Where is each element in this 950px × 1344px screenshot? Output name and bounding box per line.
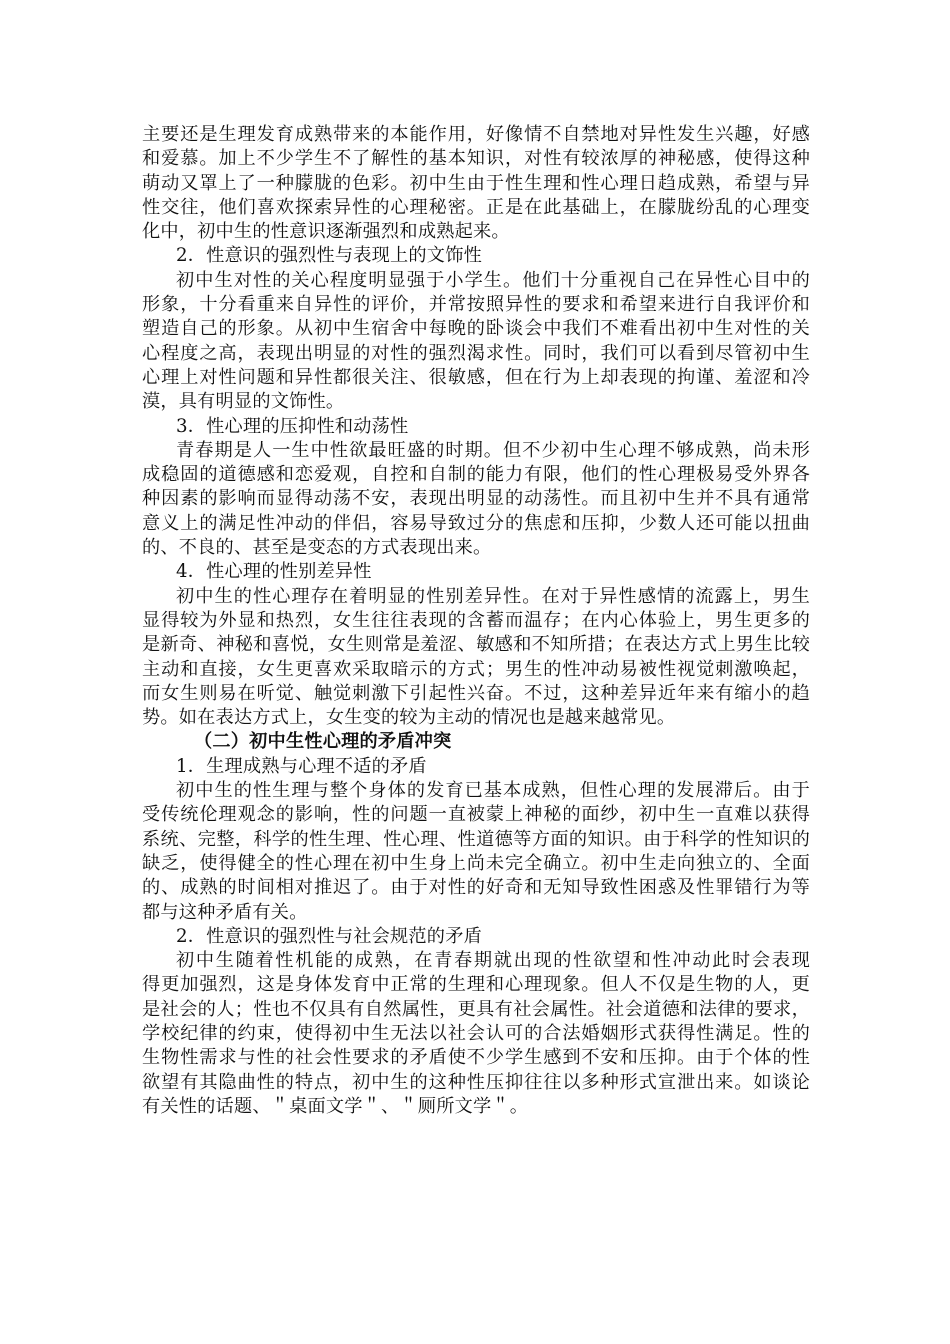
paragraph-line: 青春期是人一生中性欲最旺盛的时期。但不少初中生心理不够成熟，尚未形 — [176, 439, 810, 461]
paragraph-line: 势。如在表达方式上，女生变的较为主动的情况也是越来越常见。 — [142, 707, 676, 729]
paragraph-line: 种因素的影响而显得动荡不安，表现出明显的动荡性。而且初中生并不具有通常 — [142, 488, 810, 510]
paragraph-line: 受传统伦理观念的影响，性的问题一直被蒙上神秘的面纱，初中生一直难以获得 — [142, 804, 810, 826]
subheading — [142, 925, 810, 949]
paragraph-line: 主动和直接，女生更喜欢采取暗示的方式；男生的性冲动易被性视觉刺激唤起， — [142, 658, 810, 680]
paragraph-line: 系统、完整，科学的性生理、性心理、性道德等方面的知识。由于科学的性知识的 — [142, 828, 810, 850]
paragraph-line: 有关性的话题、＂桌面文学＂、＂厕所文学＂。 — [142, 1095, 529, 1117]
paragraph-line: 和爱慕。加上不少学生不了解性的基本知识，对性有较浓厚的神秘感，使得这种 — [142, 148, 810, 170]
heading-text: 2．性意识的强烈性与社会规范的矛盾 — [176, 925, 482, 947]
paragraph-line: 漠，具有明显的文饰性。 — [142, 391, 345, 413]
paragraph-line: 初中生对性的关心程度明显强于小学生。他们十分重视自己在异性心目中的 — [176, 269, 810, 291]
heading-text: 3．性心理的压抑性和动荡性 — [176, 415, 409, 437]
paragraph — [142, 123, 810, 244]
paragraph-line: 显得较为外显和热烈，女生往往表现的含蓄而温存；在内心体验上，男生更多的 — [142, 609, 810, 631]
paragraph-line: 心程度之高，表现出明显的对性的强烈渴求性。同时，我们可以看到尽管初中生 — [142, 342, 810, 364]
paragraph-line: 都与这种矛盾有关。 — [142, 901, 308, 923]
paragraph-line: 得更加强烈，这是身体发育中正常的生理和心理现象。但人不仅是生物的人，更 — [142, 974, 810, 996]
heading-text: （二）初中生性心理的矛盾冲突 — [194, 731, 452, 753]
paragraph — [142, 439, 810, 560]
section-heading — [142, 730, 810, 754]
document-body — [142, 123, 810, 1119]
paragraph-line: 是社会的人；性也不仅具有自然属性，更具有社会属性。社会道德和法律的要求， — [142, 998, 810, 1020]
paragraph-line: 初中生随着性机能的成熟，在青春期就出现的性欲望和性冲动此时会表现 — [176, 950, 810, 972]
paragraph-line: 缺乏，使得健全的性心理在初中生身上尚未完全确立。初中生走向独立的、全面 — [142, 852, 810, 874]
subheading — [142, 755, 810, 779]
heading-text: 4．性心理的性别差异性 — [176, 561, 372, 583]
subheading — [142, 415, 810, 439]
paragraph — [142, 779, 810, 925]
paragraph-line: 性交往，他们喜欢探索异性的心理秘密。正是在此基础上，在朦胧纷乱的心理变 — [142, 196, 810, 218]
paragraph-line: 而女生则易在听觉、触觉刺激下引起性兴奋。不过，这种差异近年来有缩小的趋 — [142, 682, 810, 704]
paragraph-line: 萌动又罩上了一种朦胧的色彩。初中生由于性生理和性心理日趋成熟，希望与异 — [142, 172, 810, 194]
paragraph-line: 心理上对性问题和异性都很关注、很敏感，但在行为上却表现的拘谨、羞涩和冷 — [142, 366, 810, 388]
paragraph-line: 形象，十分看重来自异性的评价，并常按照异性的要求和希望来进行自我评价和 — [142, 294, 810, 316]
paragraph-line: 初中生的性生理与整个身体的发育已基本成熟，但性心理的发展滞后。由于 — [176, 780, 810, 802]
paragraph-line: 意义上的满足性冲动的伴侣，容易导致过分的焦虑和压抑，少数人还可能以扭曲 — [142, 512, 810, 534]
paragraph-line: 塑造自己的形象。从初中生宿舍中每晚的卧谈会中我们不难看出初中生对性的关 — [142, 318, 810, 340]
paragraph-line: 学校纪律的约束，使得初中生无法以社会认可的合法婚姻形式获得性满足。性的 — [142, 1022, 810, 1044]
paragraph — [142, 585, 810, 731]
subheading — [142, 244, 810, 268]
paragraph-line: 生物性需求与性的社会性要求的矛盾使不少学生感到不安和压抑。由于个体的性 — [142, 1047, 810, 1069]
heading-text: 1．生理成熟与心理不适的矛盾 — [176, 755, 427, 777]
paragraph-line: 是新奇、神秘和喜悦，女生则常是羞涩、敏感和不知所措；在表达方式上男生比较 — [142, 634, 810, 656]
paragraph-line: 的、成熟的时间相对推迟了。由于对性的好奇和无知导致性困惑及性罪错行为等 — [142, 877, 810, 899]
heading-text: 2．性意识的强烈性与表现上的文饰性 — [176, 245, 482, 267]
paragraph-line: 主要还是生理发育成熟带来的本能作用，好像情不自禁地对异性发生兴趣，好感 — [142, 124, 810, 145]
paragraph-line: 成稳固的道德感和恋爱观，自控和自制的能力有限，他们的性心理极易受外界各 — [142, 464, 810, 486]
paragraph-line: 化中，初中生的性意识逐渐强烈和成熟起来。 — [142, 221, 510, 243]
paragraph-line: 的、不良的、甚至是变态的方式表现出来。 — [142, 537, 492, 559]
paragraph — [142, 269, 810, 415]
subheading — [142, 560, 810, 584]
paragraph-line: 欲望有其隐曲性的特点，初中生的这种性压抑往往以多种形式宣泄出来。如谈论 — [142, 1071, 810, 1093]
paragraph-line: 初中生的性心理存在着明显的性别差异性。在对于异性感情的流露上，男生 — [176, 585, 810, 607]
paragraph — [142, 949, 810, 1119]
